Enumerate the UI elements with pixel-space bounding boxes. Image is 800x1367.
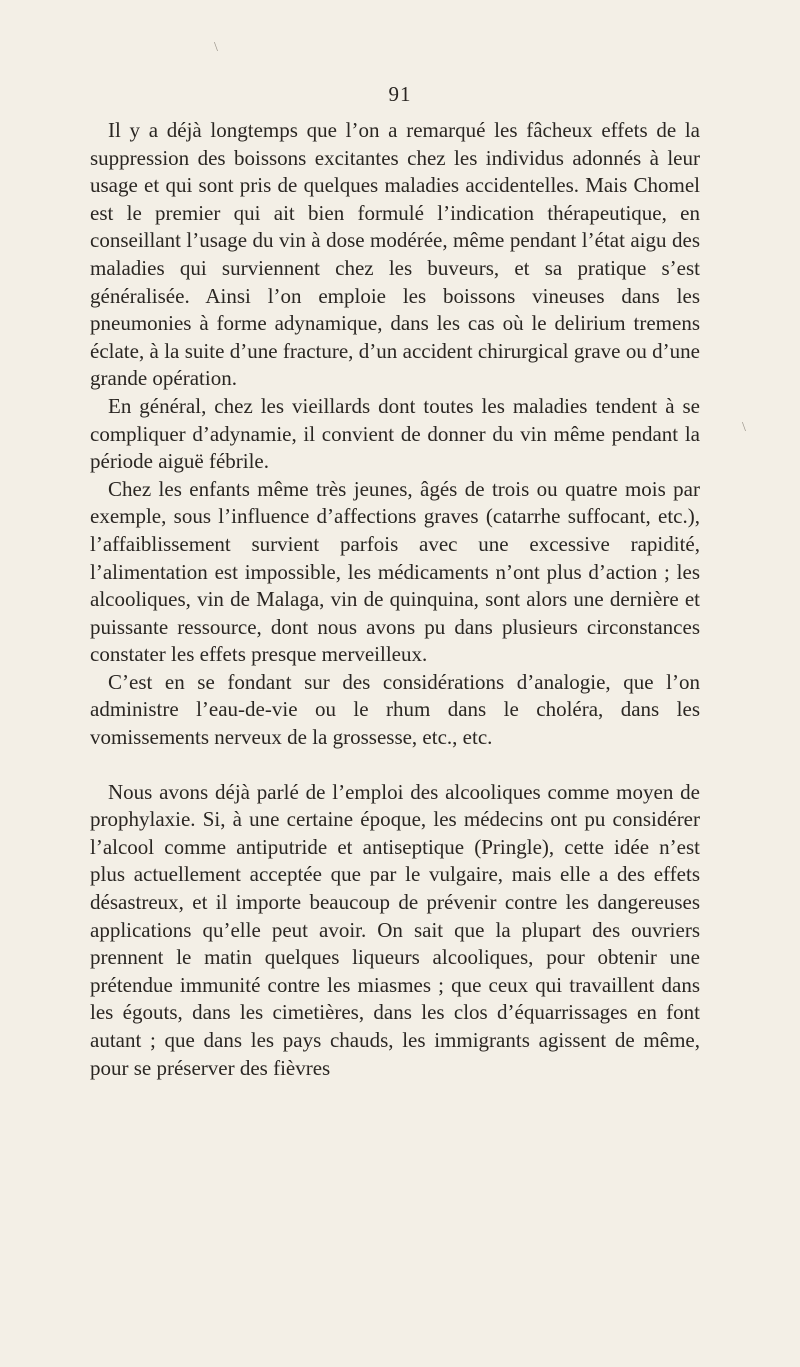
paragraph-4: C’est en se fondant sur des considérations d’analogie, que l’on administre l’eau-de-vie ou le rhum dans le choléra, dans les vomissements nerveux de la grossesse, etc., etc. <box>90 669 700 750</box>
paragraph-1: Il y a déjà longtemps que l’on a remarqué les fâcheux effets de la suppression des boissons excitantes chez les individus adonnés à leur usage et qui sont pris de quelques maladies accidentelles. Mais Chomel est le premier qui ait bien formulé l’indication thérapeutique, en conseillant l’usage du vin à dose modérée, même pendant l’état aigu des maladies qui surviennent chez les buveurs, et sa pratique s’est généralisée. Ainsi l’on emploie les boissons vineuses dans les pneumonies à forme adynamique, dans les cas où le delirium tremens éclate, à la suite d’une fracture, d’un accident chirurgical grave ou d’une grande opération. <box>90 118 700 391</box>
page-number: 91 <box>388 82 412 106</box>
body-text <box>90 117 700 1082</box>
paper-mark: \ <box>214 40 218 55</box>
paper-mark: \ <box>742 420 746 435</box>
paragraph-5: Nous avons déjà parlé de l’emploi des alcooliques comme moyen de prophylaxie. Si, à une certaine époque, les médecins ont pu considérer l’alcool comme antiputride et antiseptique (Pringle), cette idée n’est plus actuellement acceptée que par le vulgaire, mais elle a des effets désastreux, et il importe beaucoup de prévenir contre les dangereuses applications qu’elle peut avoir. On sait que la plupart des ouvriers prennent le matin quelques liqueurs alcooliques, pour obtenir une prétendue immunité contre les miasmes ; que ceux qui travaillent dans les égouts, dans les cimetières, dans les clos d’équarrissages en font autant ; que dans les pays chauds, les immigrants agissent de même, pour se préserver des fièvres <box>90 779 700 1080</box>
paragraph-2: En général, chez les vieillards dont toutes les maladies tendent à se compliquer d’adynamie, il convient de donner du vin même pendant la période aiguë fébrile. <box>90 393 700 474</box>
paragraph-3: Chez les enfants même très jeunes, âgés de trois ou quatre mois par exemple, sous l’influence d’affections graves (catarrhe suffocant, etc.), l’affaiblissement survient parfois avec une excessive rapidité, l’alimentation est impossible, les médicaments n’ont plus d’action ; les alcooliques, vin de Malaga, vin de quinquina, sont alors une dernière et puissante ressource, dont nous avons pu dans plusieurs circonstances constater les effets presque merveilleux. <box>90 476 700 667</box>
